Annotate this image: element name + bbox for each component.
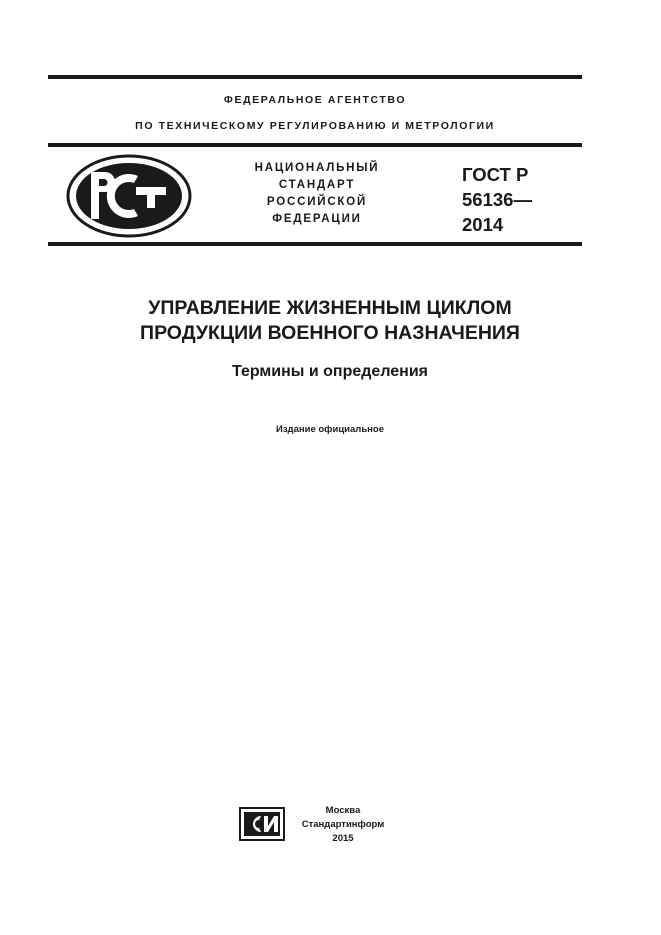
document-title-line: УПРАВЛЕНИЕ ЖИЗНЕННЫМ ЦИКЛОМ	[148, 297, 512, 319]
standartinform-logo-icon	[239, 807, 285, 841]
publisher-city: Москва	[325, 805, 361, 816]
middle-rule	[48, 143, 582, 147]
standard-type-line: РОССИЙСКОЙ	[266, 196, 368, 208]
agency-name-line2: ПО ТЕХНИЧЕСКОМУ РЕГУЛИРОВАНИЮ И МЕТРОЛОГИИ	[135, 120, 495, 132]
publisher-year: 2015	[332, 833, 354, 844]
document-subtitle: Термины и определения	[231, 363, 428, 380]
publisher-name: Стандартинформ	[301, 819, 385, 830]
standard-type-line: СТАНДАРТ	[278, 179, 356, 191]
document-title-line: ПРОДУКЦИИ ВОЕННОГО НАЗНАЧЕНИЯ	[140, 322, 520, 344]
agency-name-line1: ФЕДЕРАЛЬНОЕ АГЕНТСТВО	[223, 94, 407, 106]
edition-label: Издание официальное	[276, 424, 384, 435]
standard-code-line: 56136—	[462, 189, 532, 210]
standard-code-line: 2014	[462, 214, 504, 235]
publisher-info	[288, 804, 398, 846]
standard-type	[222, 160, 412, 228]
standard-type-line: ФЕДЕРАЦИИ	[272, 213, 362, 225]
standard-type-line: НАЦИОНАЛЬНЫЙ	[254, 162, 380, 174]
top-rule	[48, 75, 582, 79]
document-title	[48, 296, 612, 346]
standard-code-line: ГОСТ Р	[462, 164, 529, 185]
standard-code	[462, 162, 532, 237]
rst-logo-icon	[66, 154, 192, 238]
bottom-rule	[48, 242, 582, 246]
